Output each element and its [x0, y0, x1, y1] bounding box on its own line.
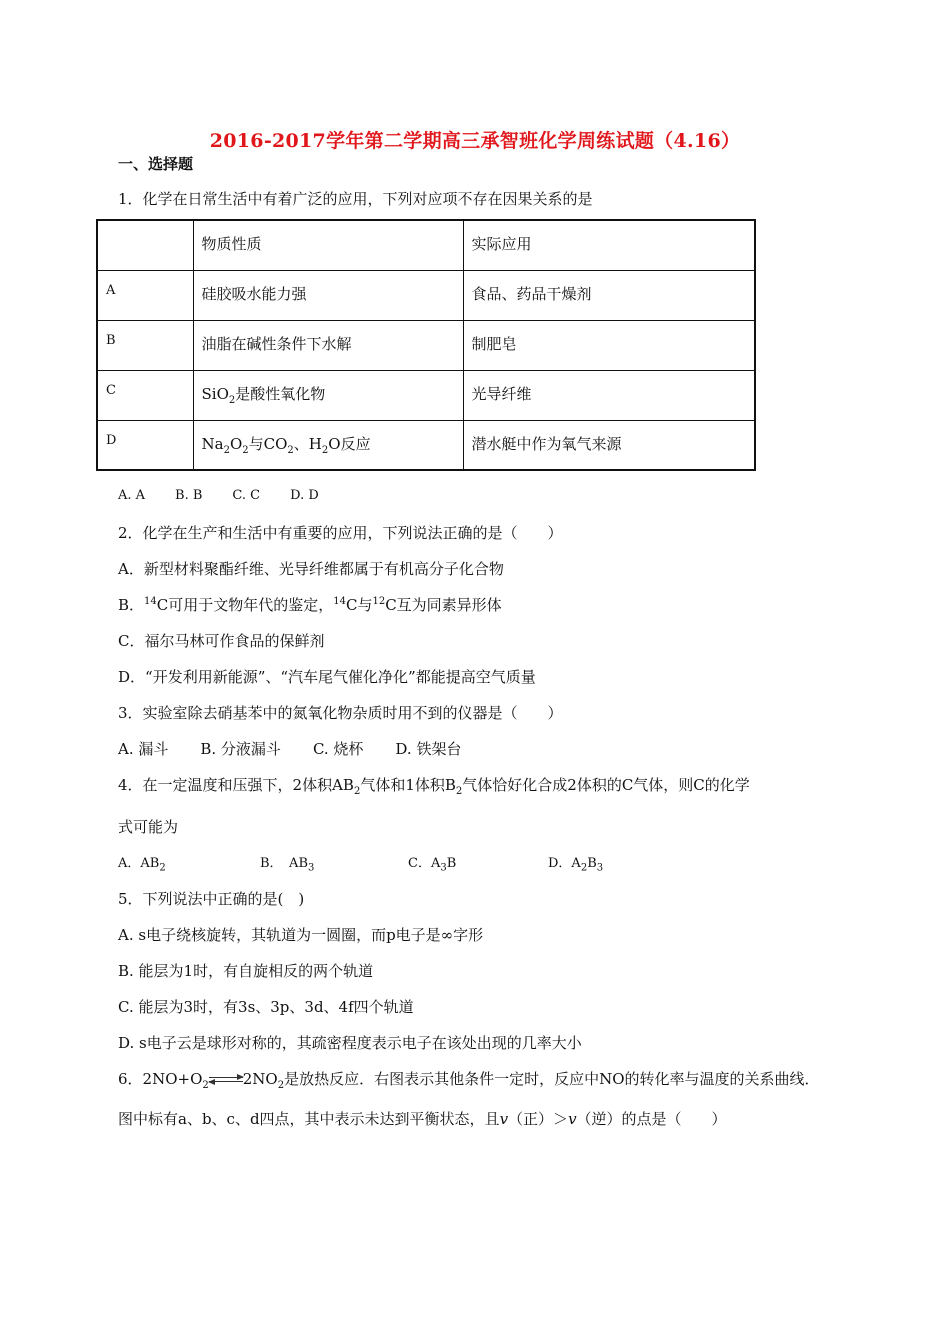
- option-d: D．$A_2B_3$: [548, 856, 604, 874]
- equilibrium-arrows-icon: [209, 1075, 243, 1085]
- question-2-option-a: A．新型材料聚酯纤维、光导纤维都属于有机高分子化合物: [118, 560, 504, 578]
- row-property: $Na_2O_2$与$CO_2$、$H_2O$反应: [193, 420, 463, 470]
- question-5-option-c: C. 能层为3时，有3s、3p、3d、4f四个轨道: [118, 998, 414, 1016]
- question-5-stem: 5．下列说法中正确的是( ): [118, 890, 305, 908]
- table-header-use: 实际应用: [463, 220, 755, 270]
- row-use: 潜水艇中作为氧气来源: [463, 420, 755, 470]
- question-2-option-b: B．$^{14}$C可用于文物年代的鉴定，$^{14}$C与$^{12}$C互为同素异形体: [118, 596, 502, 614]
- question-5-option-a: A. s电子绕核旋转，其轨道为一圆圈，而p电子是∞字形: [118, 926, 484, 944]
- row-key: C: [97, 370, 193, 420]
- question-1-options: [118, 488, 319, 503]
- section-heading: 一、选择题: [118, 155, 194, 173]
- table-header-cell: [97, 220, 193, 270]
- row-property: 硅胶吸水能力强: [193, 270, 463, 320]
- question-6-stem: 6．$2NO+O_2$ $2NO_2$是放热反应．右图表示其他条件一定时，反应中NO的转化率与温度的关系曲线．: [118, 1070, 820, 1091]
- row-use: 食品、药品干燥剂: [463, 270, 755, 320]
- option-c: C．$A_3B$: [408, 856, 457, 874]
- option-c: C. C: [232, 488, 261, 503]
- option-a: A．$AB_2$: [118, 856, 166, 874]
- option-c: C. 烧杯: [312, 740, 364, 758]
- row-property: SiO$_2$是酸性氧化物: [193, 370, 463, 420]
- option-b: B. 分液漏斗: [200, 740, 281, 758]
- table-header-property: 物质性质: [193, 220, 463, 270]
- question-6-stem-line-2: 图中标有a、b、c、d四点，其中表示未达到平衡状态，且v（正）＞v（逆）的点是（ ）: [118, 1110, 727, 1128]
- question-4-stem: 4．在一定温度和压强下，2体积$AB_2$气体和1体积$B_2$气体恰好化合成2体积的C气体，则C的化学: [118, 776, 750, 797]
- option-d: D. 铁架台: [395, 740, 462, 758]
- row-key: A: [97, 270, 193, 320]
- option-b: B． $AB_3$: [260, 856, 315, 874]
- page-title: 2016-2017学年第二学期高三承智班化学周练试题（4.16）: [209, 130, 741, 152]
- question-1-stem: 1．化学在日常生活中有着广泛的应用，下列对应项不存在因果关系的是: [118, 190, 593, 208]
- option-a: A. A: [118, 488, 146, 503]
- table-header-row: [97, 220, 755, 270]
- option-b: B. B: [175, 488, 203, 503]
- question-3-options: [118, 738, 461, 759]
- question-4-stem-continued: 式可能为: [118, 818, 179, 836]
- table-row: [97, 320, 755, 370]
- row-key: B: [97, 320, 193, 370]
- question-5-option-b: B. 能层为1时，有自旋相反的两个轨道: [118, 962, 374, 980]
- question-2-stem: 2．化学在生产和生活中有重要的应用，下列说法正确的是（ ）: [118, 524, 563, 542]
- row-key: D: [97, 420, 193, 470]
- question-1-table: [96, 219, 756, 471]
- question-2-option-d: D．“开发利用新能源”、“汽车尾气催化净化”都能提高空气质量: [118, 668, 536, 686]
- row-use: 光导纤维: [463, 370, 755, 420]
- option-a: A. 漏斗: [118, 740, 169, 758]
- table-row: [97, 370, 755, 420]
- row-property: 油脂在碱性条件下水解: [193, 320, 463, 370]
- option-d: D. D: [290, 488, 319, 503]
- row-use: 制肥皂: [463, 320, 755, 370]
- table-row: [97, 420, 755, 470]
- question-5-option-d: D. s电子云是球形对称的，其疏密程度表示电子在该处出现的几率大小: [118, 1034, 582, 1052]
- question-2-option-c: C．福尔马林可作食品的保鲜剂: [118, 632, 325, 650]
- question-3-stem: 3．实验室除去硝基苯中的氮氧化物杂质时用不到的仪器是（ ）: [118, 704, 563, 722]
- table-row: [97, 270, 755, 320]
